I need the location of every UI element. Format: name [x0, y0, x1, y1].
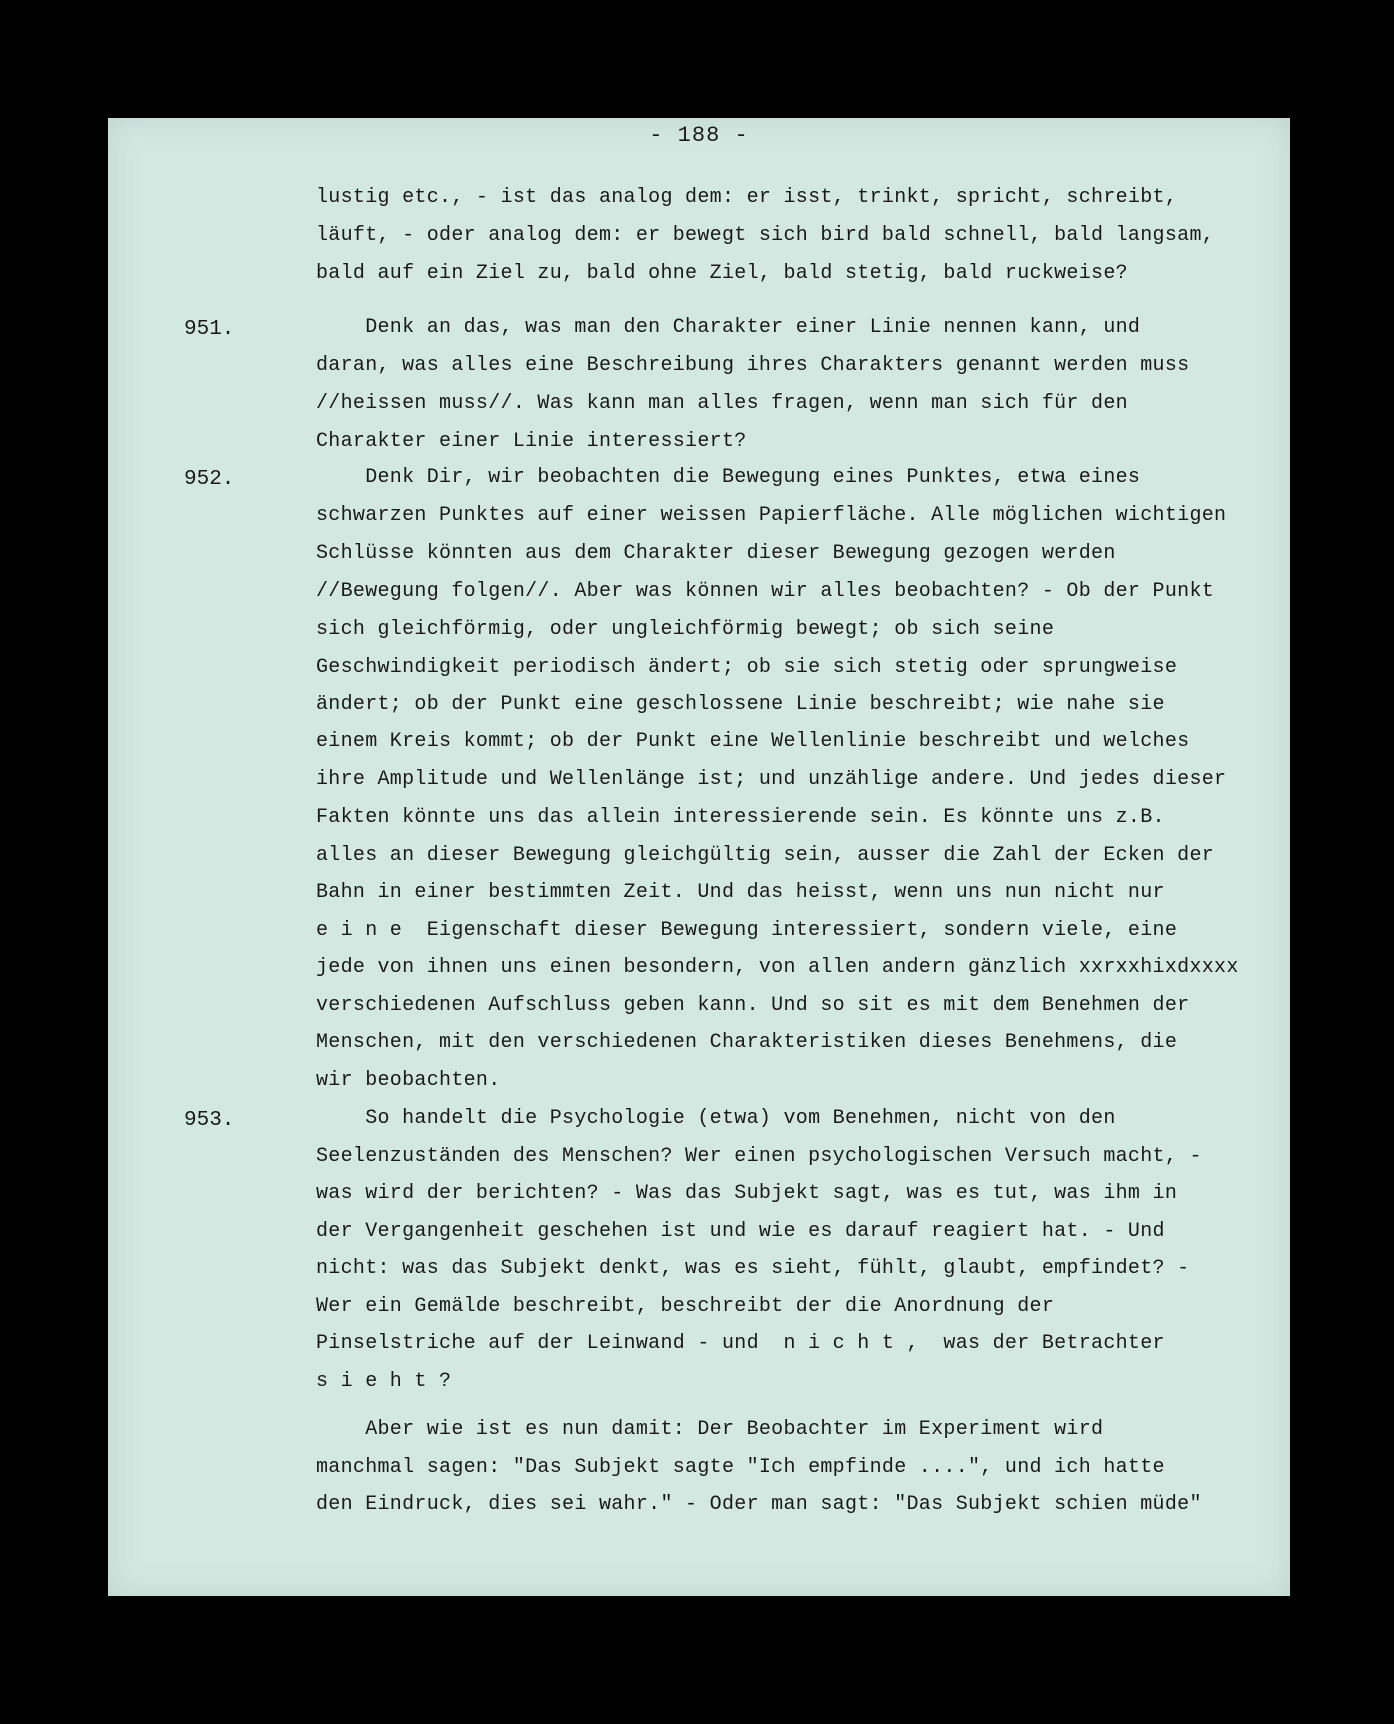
text-line: bald auf ein Ziel zu, bald ohne Ziel, bald stetig, bald ruckweise?: [316, 262, 1128, 285]
text-line: ändert; ob der Punkt eine geschlossene Linie beschreibt; wie nahe sie: [316, 693, 1165, 716]
paragraph-number-951: 951.: [184, 318, 235, 341]
text-line: Geschwindigkeit periodisch ändert; ob sie sich stetig oder sprungweise: [316, 656, 1178, 679]
typewritten-page: [108, 118, 1290, 1596]
text-line: //Bewegung folgen//. Aber was können wir alles beobachten? - Ob der Punkt: [316, 580, 1215, 603]
text-line: Wer ein Gemälde beschreibt, beschreibt der die Anordnung der: [316, 1295, 1055, 1318]
text-line: Menschen, mit den verschiedenen Charakteristiken dieses Benehmens, die: [316, 1031, 1178, 1054]
text-line: Aber wie ist es nun damit: Der Beobachter im Experiment wird: [316, 1418, 1104, 1441]
text-line: e i n e Eigenschaft dieser Bewegung interessiert, sondern viele, eine: [316, 919, 1178, 942]
text-line: was wird der berichten? - Was das Subjekt sagt, was es tut, was ihm in: [316, 1182, 1178, 1205]
text-line: Charakter einer Linie interessiert?: [316, 430, 747, 453]
text-line: jede von ihnen uns einen besondern, von allen andern gänzlich xxrxxhixdxxxx: [316, 956, 1239, 979]
text-line: läuft, - oder analog dem: er bewegt sich bird bald schnell, bald langsam,: [316, 224, 1215, 247]
text-line: den Eindruck, dies sei wahr." - Oder man sagt: "Das Subjekt schien müde": [316, 1493, 1202, 1516]
text-line: schwarzen Punktes auf einer weissen Papierfläche. Alle möglichen wichtigen: [316, 504, 1227, 527]
text-line: alles an dieser Bewegung gleichgültig sein, ausser die Zahl der Ecken der: [316, 844, 1215, 867]
text-line: Schlüsse könnten aus dem Charakter dieser Bewegung gezogen werden: [316, 542, 1116, 565]
text-line: Pinselstriche auf der Leinwand - und n i c h t , was der Betrachter: [316, 1332, 1165, 1355]
text-line: Bahn in einer bestimmten Zeit. Und das heisst, wenn uns nun nicht nur: [316, 881, 1165, 904]
page-number: - 188 -: [649, 123, 749, 148]
text-line: manchmal sagen: "Das Subjekt sagte "Ich empfinde ....", und ich hatte: [316, 1456, 1165, 1479]
text-line: //heissen muss//. Was kann man alles fragen, wenn man sich für den: [316, 392, 1128, 415]
text-line: Denk Dir, wir beobachten die Bewegung eines Punktes, etwa eines: [316, 466, 1141, 489]
paragraph-number-952: 952.: [184, 468, 235, 491]
text-line: s i e h t ?: [316, 1370, 452, 1393]
text-line: daran, was alles eine Beschreibung ihres Charakters genannt werden muss: [316, 354, 1190, 377]
text-line: Seelenzuständen des Menschen? Wer einen psychologischen Versuch macht, -: [316, 1145, 1202, 1168]
text-line: So handelt die Psychologie (etwa) vom Benehmen, nicht von den: [316, 1107, 1116, 1130]
paragraph-number-953: 953.: [184, 1109, 235, 1132]
text-line: verschiedenen Aufschluss geben kann. Und so sit es mit dem Benehmen der: [316, 994, 1190, 1017]
text-line: der Vergangenheit geschehen ist und wie es darauf reagiert hat. - Und: [316, 1220, 1165, 1243]
text-line: wir beobachten.: [316, 1069, 501, 1092]
text-line: Fakten könnte uns das allein interessierende sein. Es könnte uns z.B.: [316, 806, 1165, 829]
text-line: Denk an das, was man den Charakter einer Linie nennen kann, und: [316, 316, 1141, 339]
text-line: ihre Amplitude und Wellenlänge ist; und unzählige andere. Und jedes dieser: [316, 768, 1227, 791]
text-line: einem Kreis kommt; ob der Punkt eine Wellenlinie beschreibt und welches: [316, 730, 1190, 753]
text-line: lustig etc., - ist das analog dem: er isst, trinkt, spricht, schreibt,: [316, 186, 1178, 209]
text-line: sich gleichförmig, oder ungleichförmig bewegt; ob sich seine: [316, 618, 1055, 641]
text-line: nicht: was das Subjekt denkt, was es sieht, fühlt, glaubt, empfindet? -: [316, 1257, 1190, 1280]
